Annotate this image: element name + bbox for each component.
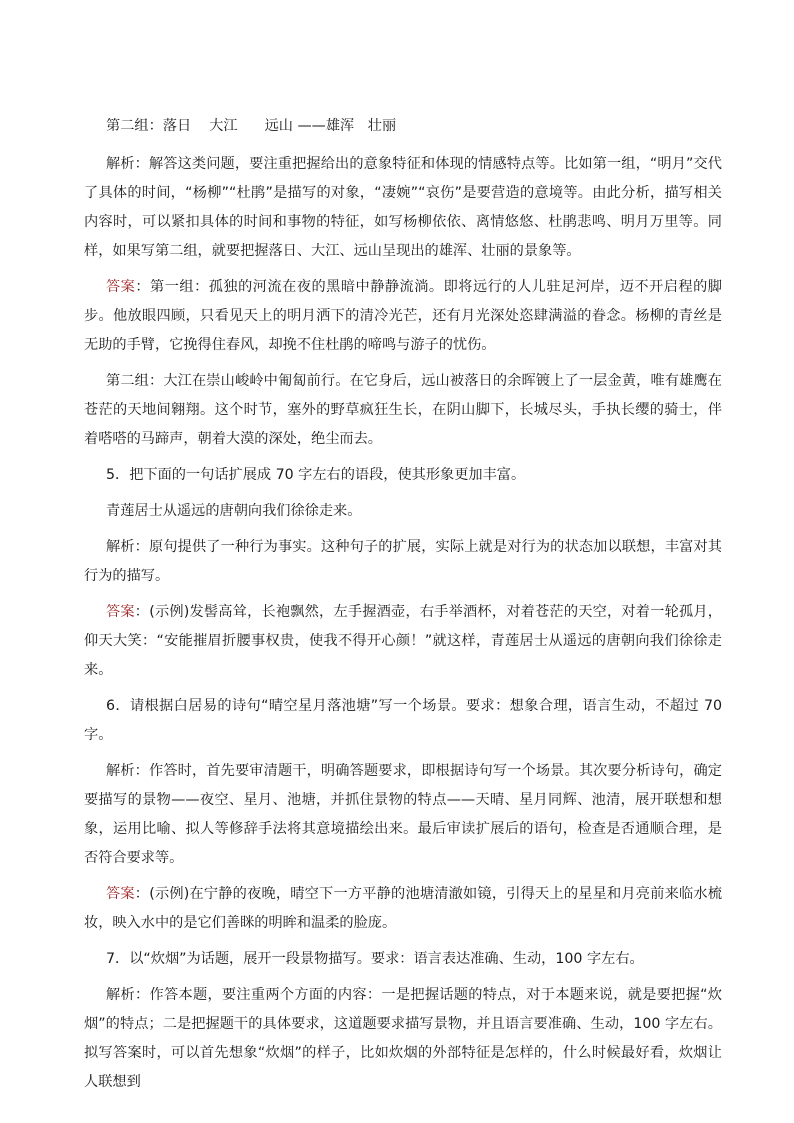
paragraph-text: 第二组：落日 大江 远山 ——雄浑 壮丽 [106,118,397,134]
question-7 [84,945,722,974]
paragraph-text: 解析：解答这类问题，要注重把握给出的意象特征和体现的情感特点等。比如第一组，“明月”交代了具体的时间，“杨柳”“杜鹃”是描写的对象，“凄婉”“哀伤”是要营造的意境等。由此分析，描写相关内容时，可以紧扣具体的时间和事物的特征，如写杨柳依依、离情悠悠、杜鹃悲鸣、明月万里等。同样，如果写第二组，就要把握落日、大江、远山呈现出的雄浑、壮丽的景象等。 [84,156,722,259]
question-5 [84,461,722,490]
analysis-paragraph [84,981,722,1097]
answer-paragraph [84,880,722,938]
paragraph-text: 5．把下面的一句话扩展成 70 字左右的语段，使其形象更加丰富。 [106,467,526,483]
question-6 [84,692,727,750]
paragraph-text: 解析：原句提供了一种行为事实。这种句子的扩展，实际上就是对行为的状态加以联想，丰富对其行为的描写。 [84,539,722,584]
answer-label: 答案 [106,604,135,620]
paragraph-text: ：(示例)在宁静的夜晚，晴空下一方平静的池塘清澈如镜，引得天上的星星和月亮前来临水梳妆，映入水中的是它们善眯的明眸和温柔的脸庞。 [84,886,722,931]
answer-label: 答案 [106,279,136,295]
analysis-paragraph [84,757,722,873]
paragraph-text: 第二组：大江在崇山峻岭中匍匐前行。在它身后，远山被落日的余晖镀上了一层金黄，唯有雄鹰在苍茫的天地间翱翔。这个时节，塞外的野草疯狂生长，在阴山脚下，长城尽头，手执长缨的骑士，伴着嗒嗒的马蹄声，朝着大漠的深处，绝尘而去。 [84,373,722,447]
paragraph-text: ：(示例)发髻高耸，长袍飘然，左手握酒壶，右手举酒杯，对着苍茫的天空，对着一轮孤月，仰天大笑：“安能摧眉折腰事权贵，使我不得开心颜！”就这样，青莲居士从遥远的唐朝向我们徐徐走来。 [84,604,722,678]
question-5-sentence [84,497,722,526]
paragraph-text: ：第一组：孤独的河流在夜的黑暗中静静流淌。即将远行的人儿驻足河岸，迈不开启程的脚步。他放眼四顾，只看见天上的明月洒下的清冷光芒，还有月光深处恣肆满溢的眷念。杨柳的青丝是无助的手臂，它挽得住春风，却挽不住杜鹃的啼鸣与游子的忧伤。 [84,279,722,353]
answer-paragraph [84,273,722,360]
paragraph-text: 青莲居士从遥远的唐朝向我们徐徐走来。 [106,503,362,519]
paragraph-text: 7．以“炊烟”为话题，展开一段景物描写。要求：语言表达准确、生动，100 字左右。 [106,951,644,967]
group-two-keywords [84,112,722,141]
paragraph-text: 解析：作答本题，要注重两个方面的内容：一是把握话题的特点，对于本题来说，就是要把握“炊烟”的特点；二是把握题干的具体要求，这道题要求描写景物，并且语言要准确、生动，100 字左右。拟写答案时，可以首先想象“炊烟”的样子，比如炊烟的外部特征是怎样的，什么时候最好看，炊烟让人联想到 [84,987,722,1090]
answer-label: 答案 [106,886,135,902]
answer-paragraph [84,598,722,685]
paragraph-text: 6．请根据白居易的诗句“晴空星月落池塘”写一个场景。要求：想象合理，语言生动，不超过 70 字。 [84,698,727,743]
answer-group-two-paragraph [84,367,722,454]
analysis-paragraph [84,533,722,591]
analysis-paragraph [84,150,722,266]
paragraph-text: 解析：作答时，首先要审清题干，明确答题要求，即根据诗句写一个场景。其次要分析诗句，确定要描写的景物——夜空、星月、池塘，并抓住景物的特点——天晴、星月同辉、池清，展开联想和想象，运用比喻、拟人等修辞手法将其意境描绘出来。最后审读扩展后的语句，检查是否通顺合理，是否符合要求等。 [84,763,722,866]
document-body [84,112,727,1097]
